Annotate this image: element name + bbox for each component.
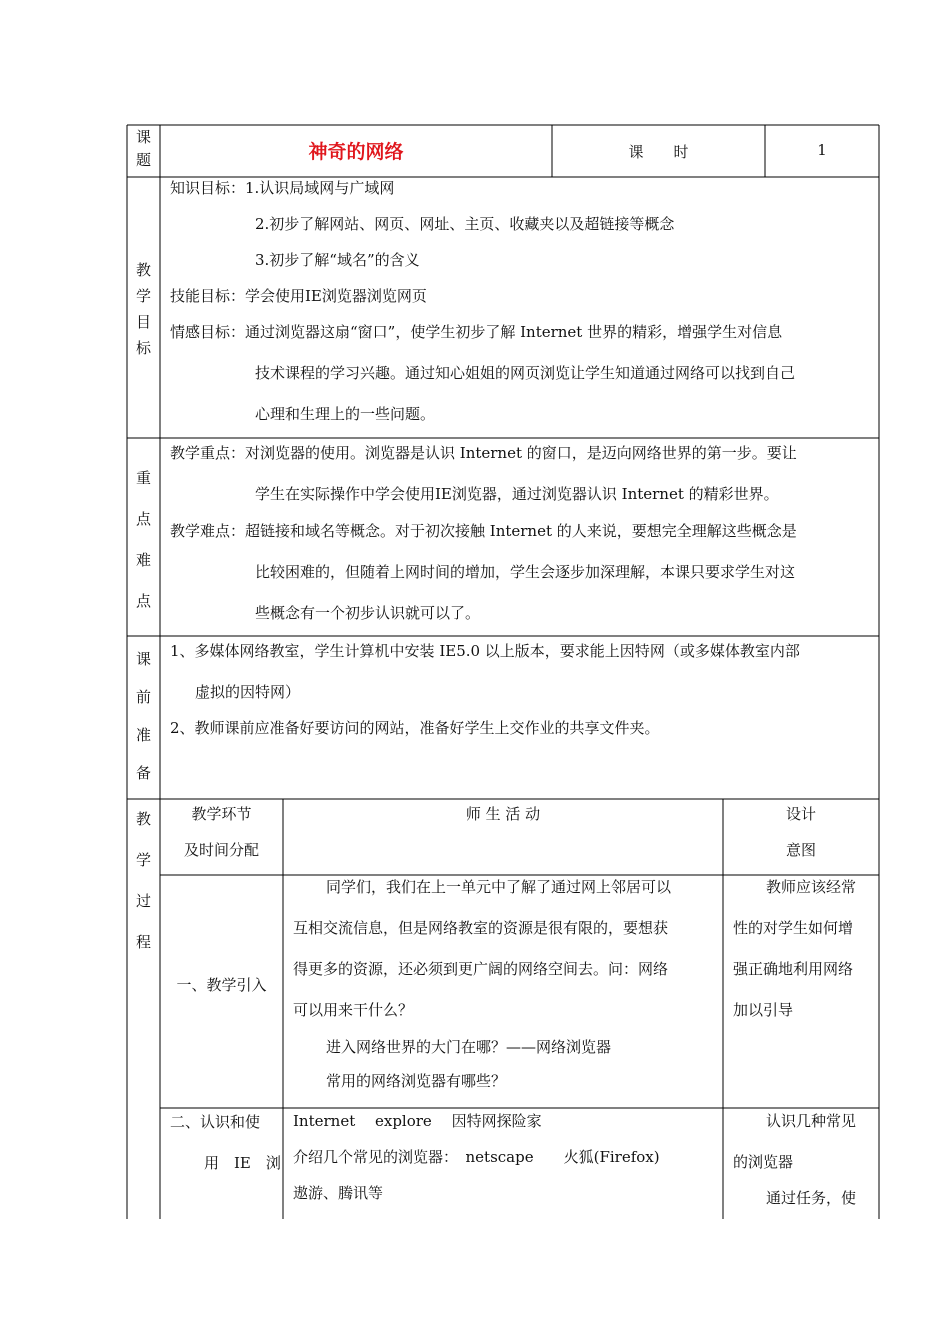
objectives-label [131,257,156,361]
activity-column-header [283,804,723,824]
key-point-line-3: 教学难点：超链接和域名等概念。对于初次接触 Internet 的人来说，要想完全理解这些概念是 [170,522,797,540]
activity-intro-line-6: 常用的网络浏览器有哪些？ [326,1072,507,1090]
activity-ie-line-2: 介绍几个常见的浏览器： netscape 火狐(Firefox) [293,1148,660,1166]
objective-line-7: 心理和生理上的一些问题。 [255,405,436,423]
subject-label-text: 课题 [135,128,151,169]
stage-header-line-2: 及时间分配 [183,841,259,859]
objective-line-3: 3.初步了解“域名”的含义 [255,251,420,269]
intent-header-line-1: 设计 [785,805,816,823]
preparation-line-1: 1、多媒体网络教室，学生计算机中安装 IE5.0 以上版本，要求能上因特网（或多媒体教室内部 [170,642,800,660]
objective-line-5: 情感目标：通过浏览器这扇“窗口”，使学生初步了解 Internet 世界的精彩，增强学生对信息 [170,323,783,341]
activity-intro-line-4: 可以用来干什么？ [293,1001,414,1019]
period-value [765,141,879,159]
preparation-line-2: 虚拟的因特网） [195,683,301,701]
preparation-label-text: 课前准备 [135,650,151,782]
period-value-text: 1 [817,141,827,159]
stage-intro [160,975,283,995]
intent-ie-line-3: 通过任务，使 [766,1189,857,1207]
activity-ie-line-3: 遨游、腾讯等 [293,1184,384,1202]
objective-line-4: 技能目标：学会使用IE浏览器浏览网页 [170,287,427,305]
intent-header-line-2: 意图 [785,841,816,859]
activity-intro-line-1: 同学们，我们在上一单元中了解了通过网上邻居可以 [326,878,672,896]
period-label-text: 课 时 [628,143,689,161]
period-label [552,141,765,162]
activity-ie-line-1: Internet explore 因特网探险家 [293,1112,542,1130]
intent-column-header [723,804,879,860]
intent-intro-line-2: 性的对学生如何增 [733,919,854,937]
process-label [131,799,156,963]
page-title-text: 神奇的网络 [308,141,404,163]
key-point-line-5: 些概念有一个初步认识就可以了。 [255,604,481,622]
intent-intro-line-4: 加以引导 [733,1001,794,1019]
stage-header-line-1: 教学环节 [191,805,252,823]
stage-intro-text: 一、教学引入 [176,976,267,994]
activity-intro-line-2: 互相交流信息，但是网络教室的资源是很有限的，要想获 [293,919,669,937]
activity-intro-line-5: 进入网络世界的大门在哪？——网络浏览器 [326,1038,612,1056]
stage-ie-line-1: 二、认识和使 [170,1113,261,1131]
intent-intro-line-3: 强正确地利用网络 [733,960,854,978]
process-label-text: 教学过程 [135,810,151,951]
objective-line-6: 技术课程的学习兴趣。通过知心姐姐的网页浏览让学生知道通过网络可以找到自己 [255,364,796,382]
key-points-label-text: 重点难点 [135,469,151,610]
intent-intro-line-1: 教师应该经常 [766,878,857,896]
activity-intro-line-3: 得更多的资源，还必须到更广阔的网络空间去。问：网络 [293,960,669,978]
page-title [160,137,552,164]
preparation-line-3: 2、教师课前应准备好要访问的网站，准备好学生上交作业的共享文件夹。 [170,719,660,737]
key-point-line-4: 比较困难的，但随着上网时间的增加，学生会逐步加深理解，本课只要求学生对这 [255,563,796,581]
objectives-label-text: 教学目标 [135,261,151,357]
key-point-line-2: 学生在实际操作中学会使用IE浏览器，通过浏览器认识 Internet 的精彩世界。 [255,485,779,503]
intent-ie-line-1: 认识几种常见 [766,1112,857,1130]
stage-ie-line-2: 用 IE 浏 [204,1154,281,1172]
subject-label [131,126,156,172]
key-points-label [131,458,156,622]
key-point-line-1: 教学重点：对浏览器的使用。浏览器是认识 Internet 的窗口，是迈向网络世界的第一步。要让 [170,444,797,462]
objective-line-2: 2.初步了解网站、网页、网址、主页、收藏夹以及超链接等概念 [255,215,675,233]
intent-ie-line-2: 的浏览器 [733,1153,794,1171]
preparation-label [131,640,156,792]
stage-column-header [160,804,283,860]
objective-line-1: 知识目标：1.认识局域网与广域网 [170,179,395,197]
activity-header-text: 师 生 活 动 [465,805,541,823]
